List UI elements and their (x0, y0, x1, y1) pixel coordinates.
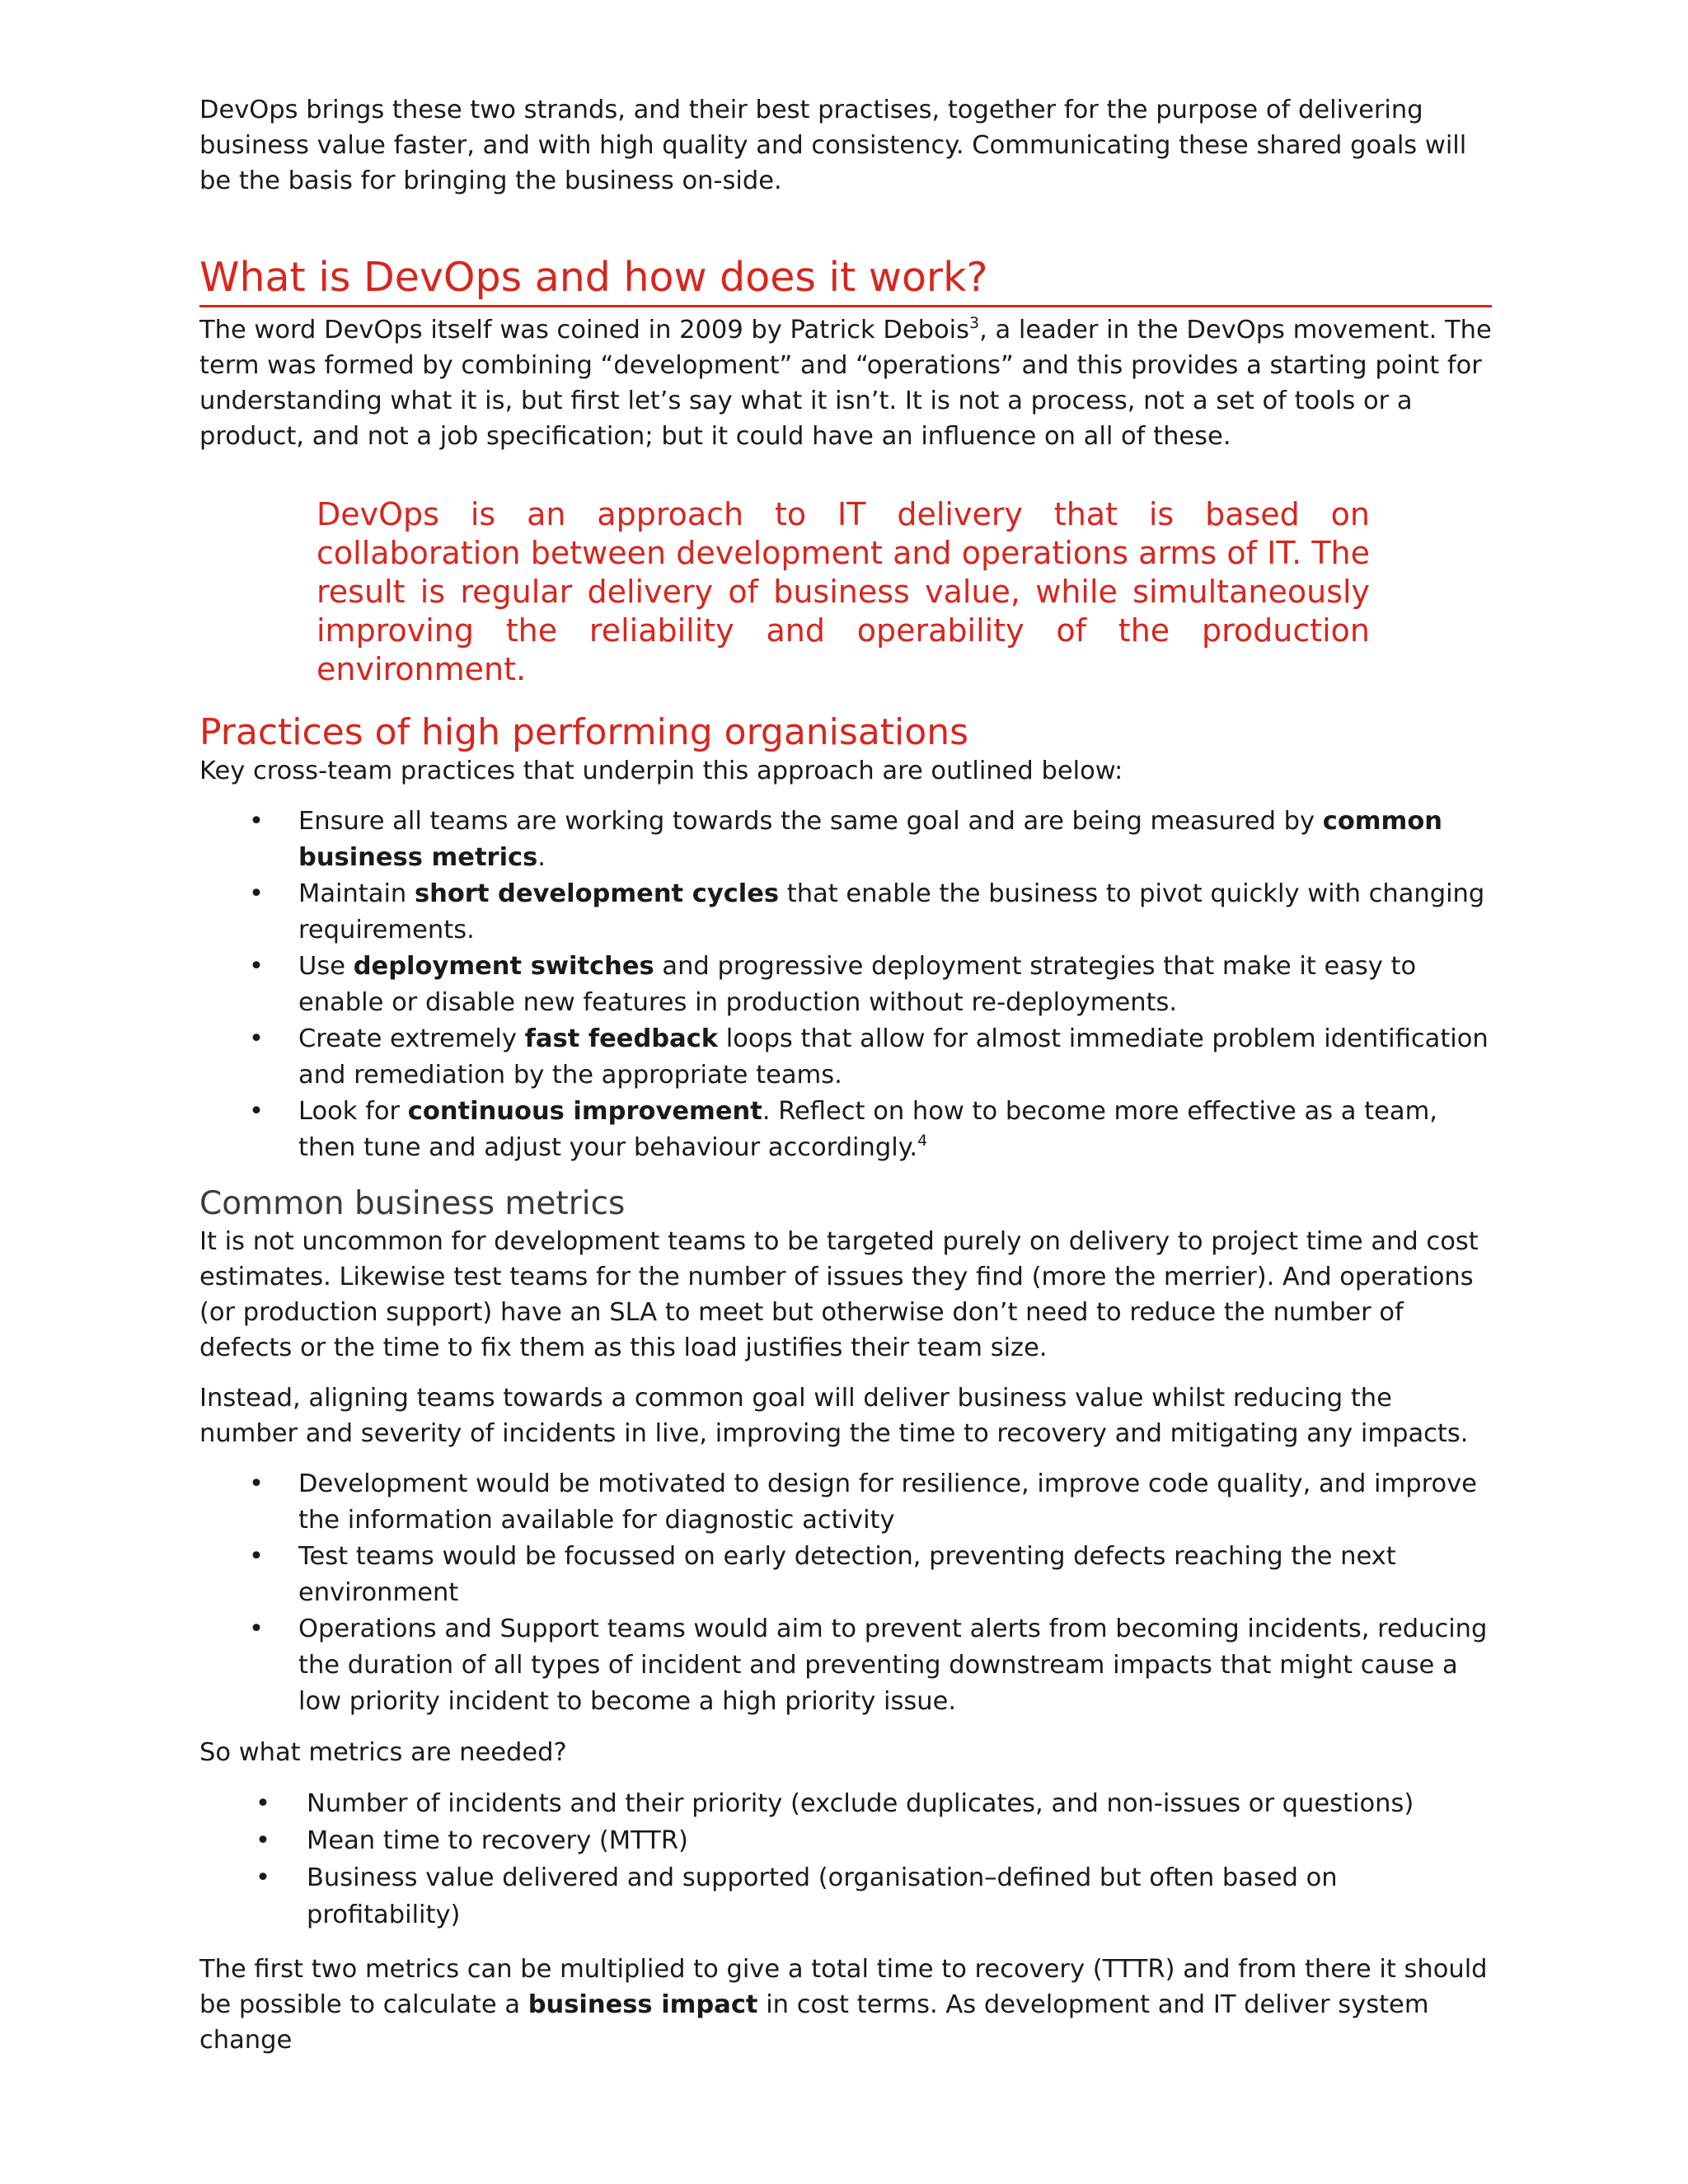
item-text: Number of incidents and their priority (exclude duplicates, and non-issues or questions) (307, 1789, 1414, 1818)
item-text: and progressive deployment strategies that make it easy to enable or disable new features in production without re-deployments. (298, 952, 1417, 1017)
practices-list (199, 804, 1492, 1166)
bullet-icon: • (256, 1826, 270, 1855)
bullet-icon: • (249, 1097, 264, 1126)
intro-paragraph: DevOps brings these two strands, and their best practises, together for the purpose of delivering business value faster, and with high quality and consistency. Communicating these shared goals will be the basis for bringing the business on-side. (199, 96, 1467, 195)
item-text: Test teams would be focussed on early detection, preventing defects reaching the next environment (298, 1542, 1396, 1607)
list-item (199, 804, 1492, 876)
final-paragraph (199, 1952, 1492, 2058)
list-item (199, 1466, 1492, 1539)
practices-intro: Key cross-team practices that underpin this approach are outlined below: (199, 757, 1123, 785)
bullet-icon: • (249, 1542, 264, 1571)
list-item (199, 1094, 1492, 1166)
metrics-question: So what metrics are needed? (199, 1738, 567, 1767)
item-text: Create extremely (298, 1024, 525, 1053)
list-item (199, 1611, 1492, 1720)
bullet-icon: • (249, 879, 264, 908)
pull-quote: DevOps is an approach to IT delivery that is based on collaboration between development and operations arms of IT. The result is regular delivery of business value, while simultaneously improving the reliability and operability of the production environment. (316, 496, 1370, 687)
list-item (199, 1021, 1492, 1094)
list-item (199, 876, 1492, 949)
item-text: Maintain (298, 879, 415, 908)
bullet-icon: • (249, 1024, 264, 1053)
paragraph-text: , a leader in the DevOps movement. The term was formed by combining “development” and “operations” and this provides a starting point for understanding what it is, but first let’s say what it isn’t. It is not a process, not a set of tools or a product, and not a job specification; but it could have an influence on all of these. (199, 316, 1492, 451)
list-item (199, 1859, 1492, 1933)
item-emphasis: common business metrics (298, 807, 1442, 872)
item-text: Development would be motivated to design for resilience, improve code quality, and improve the information available for diagnostic activity (298, 1469, 1477, 1535)
list-item (199, 949, 1492, 1021)
item-emphasis: fast feedback (524, 1024, 719, 1053)
bullet-icon: • (249, 1615, 264, 1643)
alignment-paragraph: Instead, aligning teams towards a common goal will deliver business value whilst reducing the number and severity of incidents in live, improving the time to recovery and mitigating any impacts. (199, 1384, 1469, 1448)
item-text: Business value delivered and supported (organisation–defined but often based on profitability) (307, 1863, 1338, 1929)
subsection-heading: Common business metrics (199, 1185, 626, 1222)
paragraph-text: The first two metrics can be multiplied to give a total time to recovery (TTTR) and from there it should be possible to calculate a (199, 1955, 1488, 2019)
bullet-icon: • (249, 1469, 264, 1498)
list-item (199, 1539, 1492, 1611)
item-text: . (537, 843, 546, 872)
bullet-icon: • (256, 1789, 270, 1818)
devops-definition-paragraph (199, 312, 1492, 454)
metrics-paragraph: It is not uncommon for development teams to be targeted purely on delivery to project time and cost estimates. Likewise test teams for the number of issues they find (more the merrier). And operations (or production support) have an SLA to meet but otherwise don’t need to reduce the number of defects or the time to fix them as this load justifies their team size. (199, 1227, 1479, 1362)
paragraph-emphasis: business impact (528, 1990, 758, 2019)
item-emphasis: short development cycles (414, 879, 780, 908)
bullet-icon: • (249, 807, 264, 836)
metrics-list (199, 1785, 1492, 1933)
paragraph-text: The word DevOps itself was coined in 2009 by Patrick Debois (199, 316, 969, 344)
bullet-icon: • (249, 952, 264, 981)
footnote-marker: 3 (968, 314, 980, 332)
bullet-icon: • (256, 1863, 270, 1892)
list-item (199, 1822, 1492, 1859)
footnote-marker: 4 (917, 1132, 928, 1150)
section-heading: What is DevOps and how does it work? (199, 253, 1492, 307)
item-emphasis: deployment switches (353, 952, 654, 981)
item-text: that enable the business to pivot quickly with changing requirements. (298, 879, 1485, 944)
subsection-heading: Practices of high performing organisations (199, 711, 969, 753)
item-emphasis: continuous improvement (407, 1097, 762, 1126)
item-text: Mean time to recovery (MTTR) (307, 1826, 688, 1855)
item-text: Ensure all teams are working towards the same goal and are being measured by (298, 807, 1323, 836)
list-item (199, 1785, 1492, 1822)
item-text: Use (298, 952, 354, 981)
item-text: Operations and Support teams would aim to prevent alerts from becoming incidents, reducing the duration of all types of incident and preventing downstream impacts that might cause a low priority incident to become a high priority issue. (298, 1615, 1488, 1716)
item-text: . Reflect on how to become more effective as a team, then tune and adjust your behaviour accordingly. (298, 1097, 1437, 1162)
team-goals-list (199, 1466, 1492, 1720)
item-text: Look for (298, 1097, 408, 1126)
paragraph-text: in cost terms. As development and IT deliver system change (199, 1990, 1429, 2055)
item-text: loops that allow for almost immediate problem identification and remediation by the appropriate teams. (298, 1024, 1489, 1090)
